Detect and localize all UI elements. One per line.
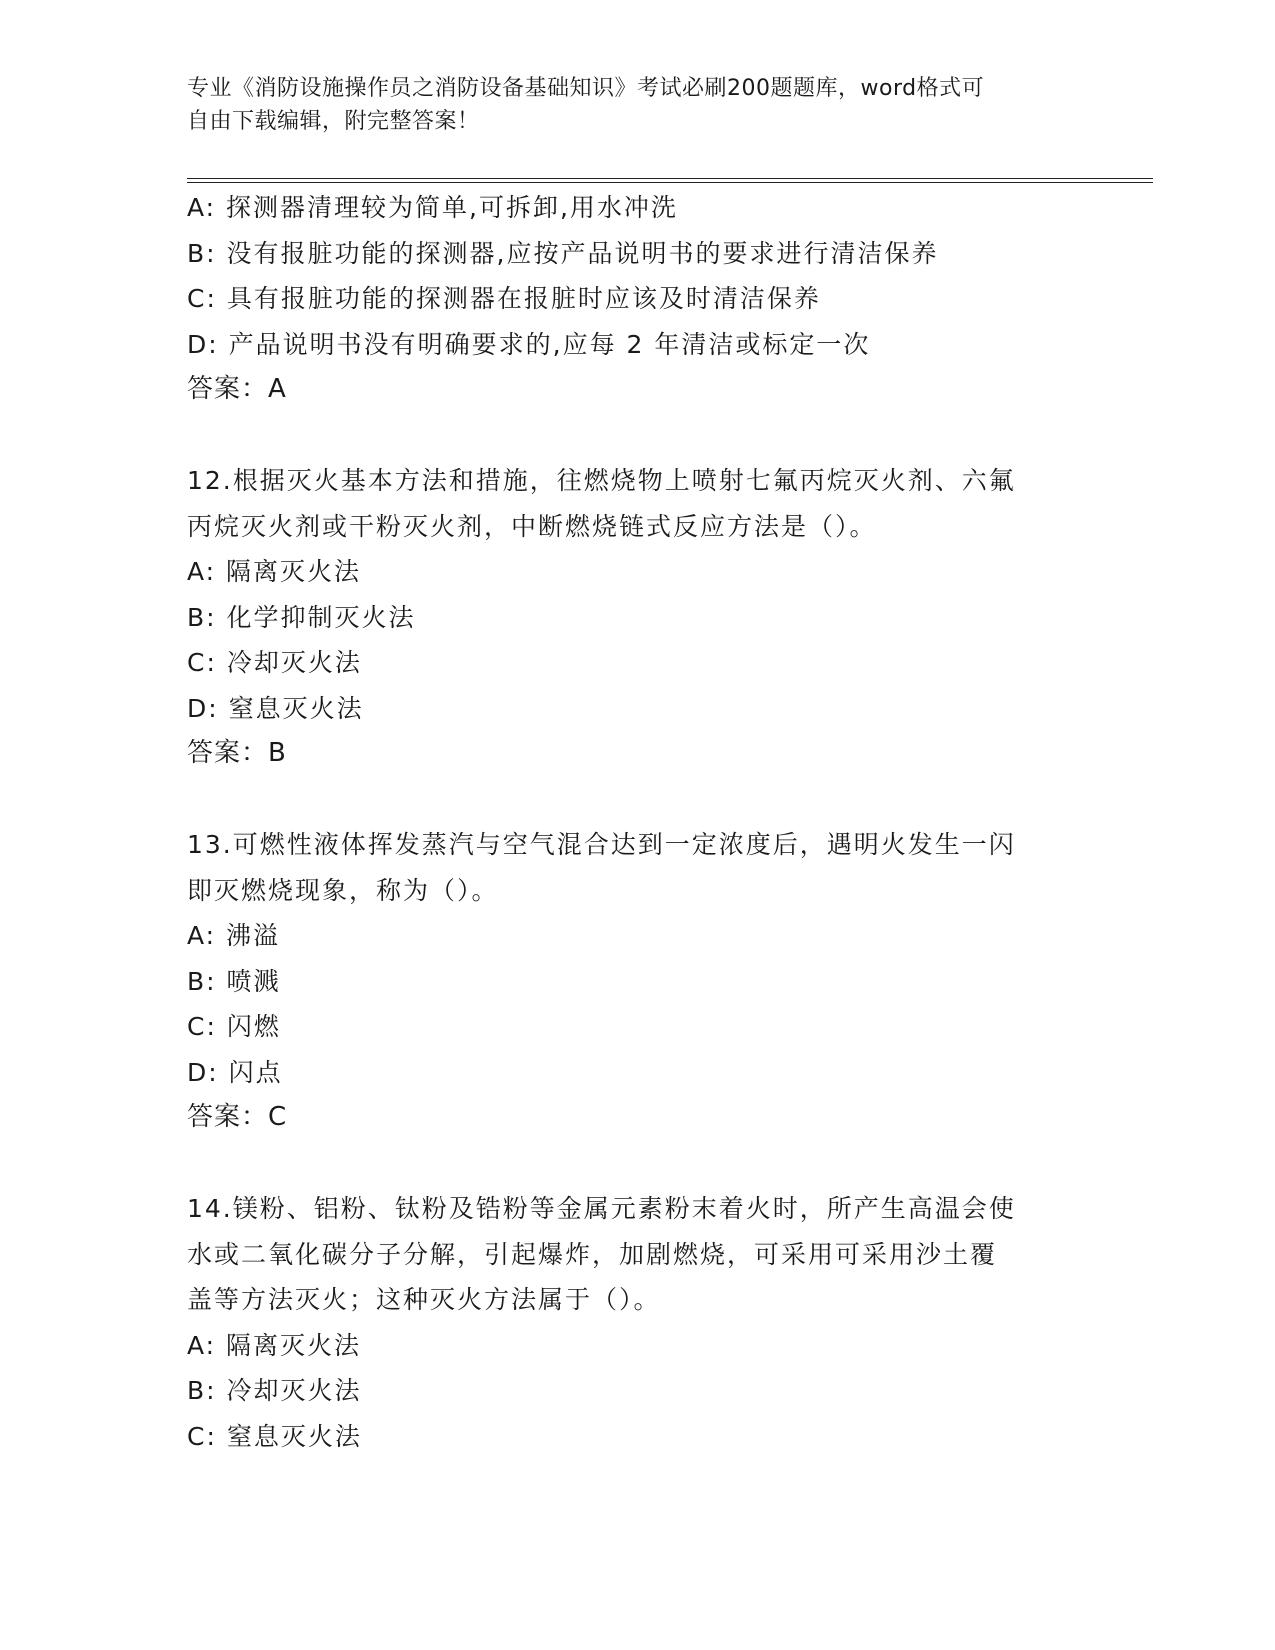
header-title-line-1: 专业《消防设施操作员之消防设备基础知识》考试必刷200题题库，word格式可 <box>187 76 985 101</box>
spacer <box>187 1141 1087 1187</box>
option-d: D: 闪点 <box>187 1057 283 1087</box>
question-stem-line: 即灭燃烧现象，称为（）。 <box>187 875 499 905</box>
option-c: C: 冷却灭火法 <box>187 648 362 677</box>
answer: 答案：C <box>187 1102 288 1132</box>
option-b: B: 化学抑制灭火法 <box>187 602 416 632</box>
option-c: C: 窒息灭火法 <box>187 1421 362 1451</box>
option-a: A: 沸溢 <box>187 921 281 950</box>
header-title-line-2: 自由下载编辑，附完整答案！ <box>187 109 480 134</box>
spacer <box>187 777 1087 823</box>
option-c: C: 具有报脏功能的探测器在报脏时应该及时清洁保养 <box>187 284 821 313</box>
header-divider <box>187 178 1153 183</box>
answer: 答案：A <box>187 374 287 404</box>
option-a: A: 隔离灭火法 <box>187 557 362 586</box>
question-stem-line: 丙烷灭火剂或干粉灭火剂，中断燃烧链式反应方法是（）。 <box>187 511 877 541</box>
option-d: D: 产品说明书没有明确要求的,应每 2 年清洁或标定一次 <box>187 329 871 359</box>
question-stem-line: 水或二氧化碳分子分解，引起爆炸，加剧燃烧，可采用可采用沙土覆 <box>187 1239 998 1269</box>
option-d: D: 窒息灭火法 <box>187 693 364 723</box>
question-14 <box>187 1186 1087 1459</box>
answer: 答案：B <box>187 738 287 768</box>
question-13 <box>187 822 1087 1141</box>
question-stem-line: 盖等方法灭火；这种灭火方法属于（）。 <box>187 1285 661 1314</box>
option-b: B: 没有报脏功能的探测器,应按产品说明书的要求进行清洁保养 <box>187 238 939 268</box>
spacer <box>187 413 1087 459</box>
option-a: A: 探测器清理较为简单,可拆卸,用水冲洗 <box>187 193 678 222</box>
option-c: C: 闪燃 <box>187 1012 281 1041</box>
question-11 <box>187 185 1087 413</box>
question-stem-line: 13.可燃性液体挥发蒸汽与空气混合达到一定浓度后，遇明火发生一闪 <box>187 830 1016 859</box>
option-b: B: 喷溅 <box>187 966 281 996</box>
option-b: B: 冷却灭火法 <box>187 1376 362 1405</box>
question-stem-line: 14.镁粉、铝粉、钛粉及锆粉等金属元素粉末着火时，所产生高温会使 <box>187 1194 1016 1223</box>
question-12 <box>187 458 1087 777</box>
question-stem-line: 12.根据灭火基本方法和措施，往燃烧物上喷射七氟丙烷灭火剂、六氟 <box>187 466 1016 495</box>
document-body <box>187 185 1087 1459</box>
document-header <box>187 72 1067 138</box>
option-a: A: 隔离灭火法 <box>187 1330 362 1360</box>
